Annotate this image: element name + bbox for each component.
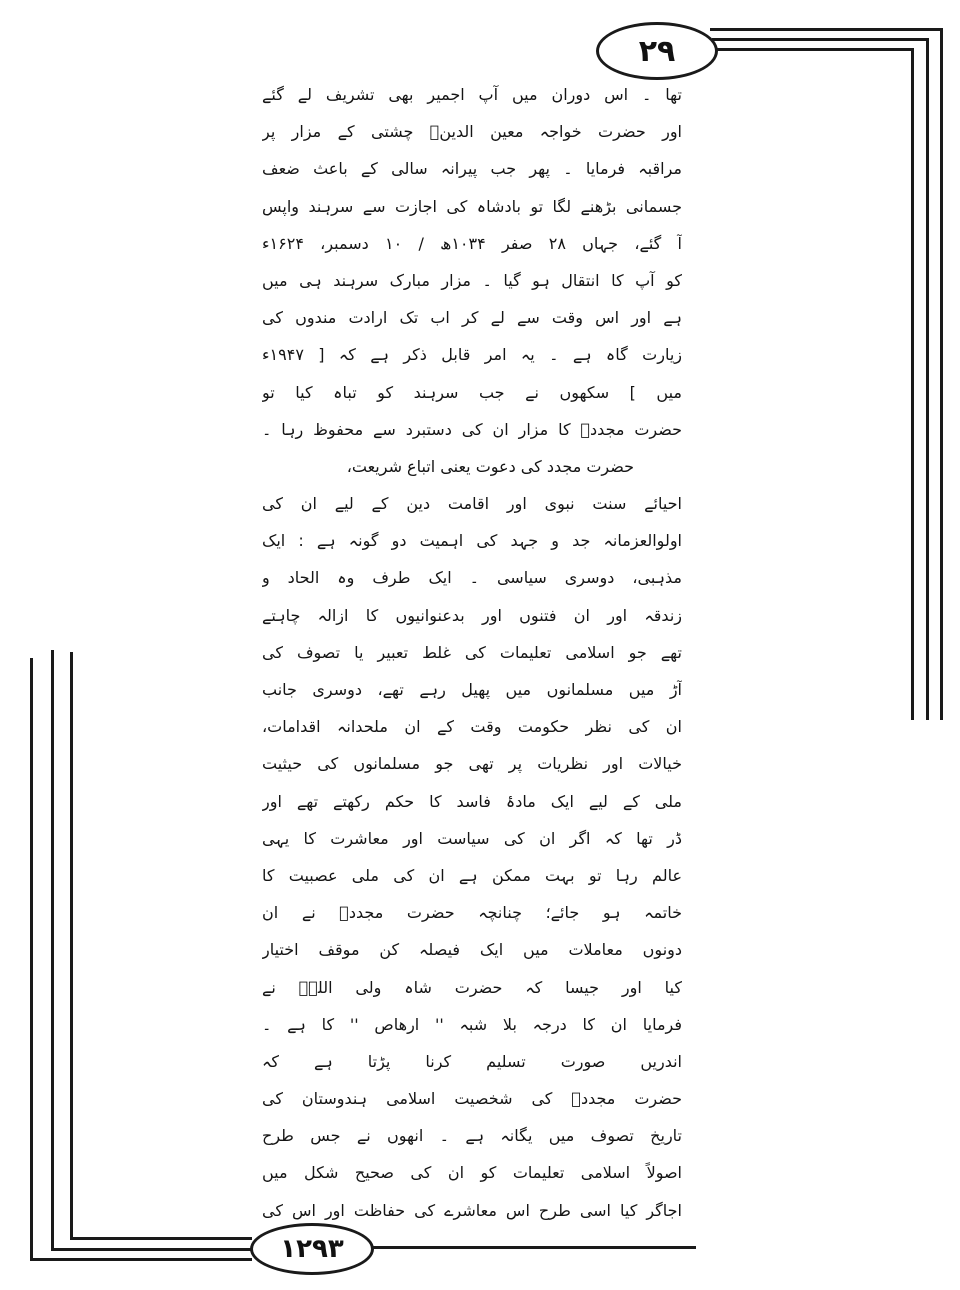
bottom-frame-line-outer — [30, 1258, 252, 1261]
text-line: اجاگر کیا اسی طرح اس معاشرے کی حفاظت اور اس کی — [262, 1200, 682, 1220]
text-line: تھا ۔ اس دوران میں آپ اجمیر بھی تشریف لے گئے — [262, 85, 682, 104]
text-line: ڈر تھا کہ اگر ان کی سیاست اور معاشرت کا یہی — [262, 828, 682, 848]
text-line: فرمایا ان کا درجہ بلا شبہ '' ارھاص '' کا ہے ۔ — [262, 1014, 682, 1034]
text-line: اولوالعزمانہ جد و جہد کی اہمیت دو گونہ ہے : ایک — [262, 531, 682, 551]
text-line: اصولاً اسلامی تعلیمات کو ان کی صحیح شکل میں — [262, 1163, 682, 1183]
left-frame-line-inner — [70, 652, 73, 1239]
text-line: کو آپ کا انتقال ہو گیا ۔ مزار مبارک سرہند ہی میں — [262, 270, 682, 290]
text-line: ان کی نظر حکومت وقت کے ان ملحدانہ اقدامات، — [262, 717, 682, 737]
text-line: حضرت مجددؒ کا مزار ان کی دستبرد سے محفوظ رہا ۔ — [262, 419, 682, 439]
text-line: آ گئے، جہاں ۲۸ صفر ۱۰۳۴ھ / ۱۰ دسمبر، ۱۶۲۴ء — [262, 233, 682, 253]
bottom-right-frame-line — [366, 1246, 696, 1249]
body-text — [262, 76, 682, 1229]
footer-page-number — [250, 1223, 374, 1275]
right-frame-line-middle — [926, 38, 929, 720]
left-frame-line-middle — [51, 650, 54, 1250]
top-frame-line-inner — [712, 48, 912, 51]
text-line: جسمانی بڑھنے لگا تو بادشاہ کی اجازت سے سرہند واپس — [262, 196, 682, 216]
text-line: اندریں صورت تسلیم کرنا پڑتا ہے کہ — [262, 1051, 682, 1071]
bottom-frame-line-inner — [70, 1237, 252, 1240]
header-page-number — [596, 22, 718, 80]
header-page-number-text: ۲۹ — [638, 33, 676, 69]
top-frame-line-middle — [712, 38, 928, 41]
text-line: ہے اور اس وقت سے لے کر اب تک ارادت مندوں کی — [262, 308, 682, 328]
text-line: عالم رہا تو بہت ممکن ہے ان کی ملی عصبیت کا — [262, 865, 682, 885]
text-line: ملی کے لیے ایک مادۂ فاسد کا حکم رکھتے تھے اور — [262, 791, 682, 811]
text-line: کیا اور جیسا کہ حضرت شاہ ولی اللہؒ نے — [262, 977, 682, 997]
right-frame-line-outer — [940, 28, 943, 720]
text-line: میں ] سکھوں نے جب سرہند کو تباہ کیا تو — [262, 382, 682, 402]
paragraph-start-line: حضرت مجدد کی دعوت یعنی اتباع شریعت، — [346, 456, 634, 476]
text-line: مذہبی، دوسری سیاسی ۔ ایک طرف وہ الحاد و — [262, 568, 682, 588]
text-line: حضرت مجددؒ کی شخصیت اسلامی ہندوستان کی — [262, 1089, 682, 1109]
text-line: اور حضرت خواجہ معین الدینؒ چشتی کے مزار پر — [262, 122, 682, 142]
text-line: تھے جو اسلامی تعلیمات کی غلط تعبیر یا تصوف کی — [262, 642, 682, 662]
text-line: زیارت گاہ ہے ۔ یہ امر قابل ذکر ہے کہ [ ۱۹۴۷ء — [262, 345, 682, 365]
text-line: آڑ میں مسلمانوں میں پھیل رہے تھے، دوسری جانب — [262, 680, 682, 699]
text-line: مراقبہ فرمایا ۔ پھر جب پیرانہ سالی کے باعث ضعف — [262, 159, 682, 179]
top-frame-line-outer — [710, 28, 942, 31]
right-frame-line-inner — [911, 48, 914, 720]
text-line: دونوں معاملات میں ایک فیصلہ کن موقف اختیار — [262, 940, 682, 960]
left-frame-line-outer — [30, 658, 33, 1260]
text-line: احیائے سنت نبوی اور اقامت دین کے لیے ان کی — [262, 494, 682, 514]
text-line: خاتمہ ہو جائے؛ چنانچہ حضرت مجددؒ نے ان — [262, 903, 682, 923]
bottom-frame-line-middle — [51, 1248, 252, 1251]
text-line: زندقہ اور ان فتنوں اور بدعنوانیوں کا ازالہ چاہتے — [262, 605, 682, 625]
text-line: تاریخ تصوف میں یگانہ ہے ۔ انھوں نے جس طرح — [262, 1126, 682, 1146]
text-line: خیالات اور نظریات پر تھی جو مسلمانوں کی حیثیت — [262, 754, 682, 774]
footer-page-number-text: ۱۲۹۳ — [280, 1234, 344, 1264]
